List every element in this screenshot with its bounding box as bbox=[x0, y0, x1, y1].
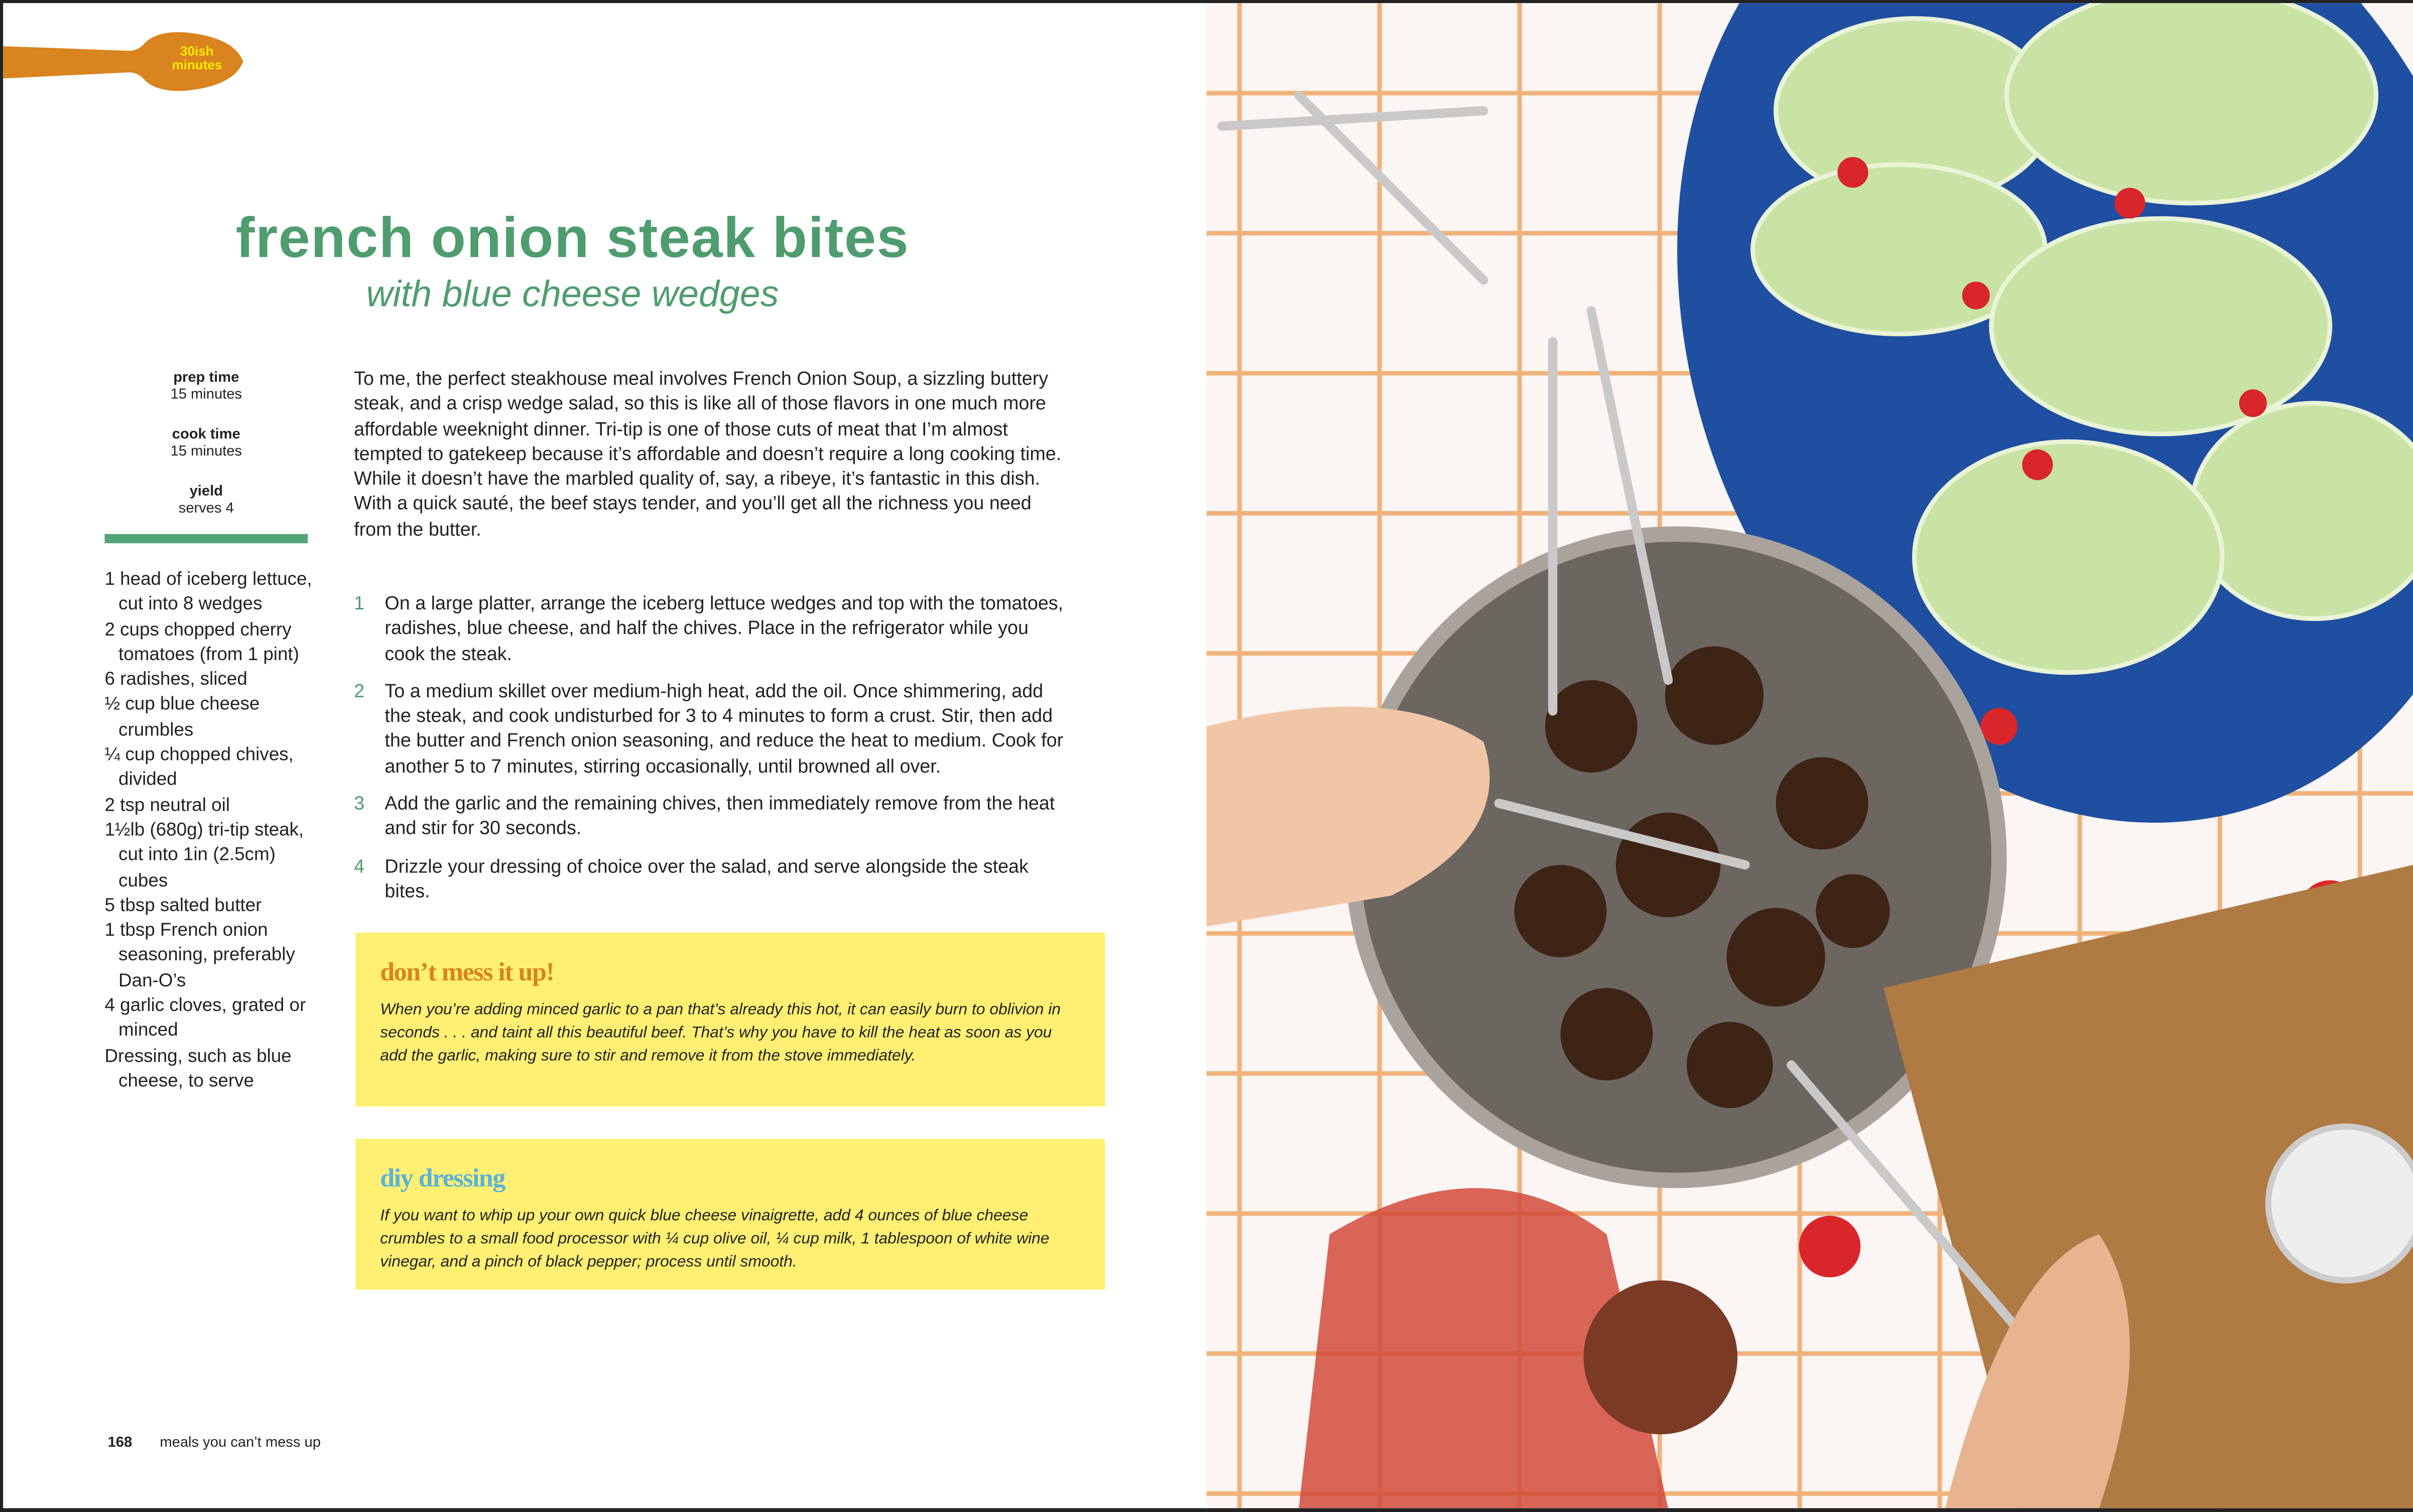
page-number: 168 bbox=[107, 1434, 133, 1451]
prep-time-label: prep time bbox=[173, 369, 239, 387]
cook-time-label: cook time bbox=[172, 426, 240, 443]
step bbox=[354, 791, 1065, 841]
recipe-subtitle: with blue cheese wedges bbox=[366, 274, 779, 316]
food-photo bbox=[1207, 3, 2413, 1508]
badge-line1: 30ish bbox=[180, 43, 214, 59]
ingredient: ¼ cup chopped chives, divided bbox=[104, 743, 294, 790]
prep-time-value: 15 minutes bbox=[170, 386, 242, 404]
step-text: On a large platter, arrange the iceberg lettuce wedges and top with the tomatoes, radishes, blue cheese, and half the chives. Place in the refrigerator while you cook the steak. bbox=[385, 592, 1064, 665]
tip-title: don’t mess it up! bbox=[380, 957, 554, 987]
page-footer bbox=[108, 1434, 321, 1451]
step-number: 3 bbox=[354, 793, 365, 814]
ingredient: 2 tsp neutral oil bbox=[104, 793, 230, 815]
ingredient: Dressing, such as blue cheese, to serve bbox=[104, 1044, 292, 1091]
steak-and-salad-photo bbox=[1207, 3, 2413, 1508]
ingredient: 6 radishes, sliced bbox=[104, 668, 247, 690]
step-number: 2 bbox=[354, 680, 365, 702]
recipe-page bbox=[3, 3, 1206, 1508]
divider-bar bbox=[104, 534, 308, 543]
ingredient: 1½lb (680g) tri-tip steak, cut into 1in (2.5cm) cubes bbox=[104, 818, 304, 891]
ingredient: 4 garlic cloves, grated or minced bbox=[104, 994, 306, 1041]
step bbox=[354, 679, 1065, 779]
cook-time-value: 15 minutes bbox=[170, 443, 242, 460]
step-text: Add the garlic and the remaining chives, then immediately remove from the heat and stir for 30 seconds. bbox=[385, 793, 1055, 839]
yield-label: yield bbox=[189, 483, 223, 500]
tip-text: When you’re adding minced garlic to a pan that’s already this hot, it can easily burn to oblivion in seconds . . . and taint all this beautiful beef. That’s why you have to kill the heat as soon as you add the garlic, making sure to stir and remove it from the stove immediately. bbox=[380, 1001, 1061, 1065]
step bbox=[354, 853, 1065, 904]
ingredient: 1 head of iceberg lettuce, cut into 8 wedges bbox=[104, 568, 312, 615]
dressing-bowl-icon bbox=[2268, 1126, 2413, 1281]
time-badge bbox=[151, 45, 243, 72]
intro-paragraph: To me, the perfect steakhouse meal involves French Onion Soup, a sizzling buttery steak, and a crisp wedge salad, so this is like all of those flavors in one much more affordable weeknight dinner. Tri-tip is one of those cuts of meat that I’m almost tempted to gatekeep because it’s affordable and doesn’t require a long cooking time. While it doesn’t have the marbled quality of, say, a ribeye, it’s fantastic in this dish. With a quick sauté, the beef stays tender, and you’ll get all the richness you need from the butter. bbox=[354, 367, 1062, 540]
ingredient: ½ cup blue cheese crumbles bbox=[104, 693, 260, 740]
yield bbox=[104, 483, 308, 517]
ingredient: 5 tbsp salted butter bbox=[104, 894, 262, 916]
ingredient: 1 tbsp French onion seasoning, preferably Dan-O’s bbox=[104, 919, 295, 991]
tip-box-diy-dressing bbox=[355, 1139, 1105, 1290]
step bbox=[354, 591, 1065, 666]
step-number: 1 bbox=[354, 592, 365, 614]
cook-time bbox=[104, 426, 308, 460]
step-text: Drizzle your dressing of choice over the salad, and serve alongside the steak bites. bbox=[385, 855, 1029, 902]
tip-title: diy dressing bbox=[380, 1163, 505, 1193]
badge-line2: minutes bbox=[172, 57, 222, 73]
step-text: To a medium skillet over medium-high heat, add the oil. Once shimmering, add the steak, and cook undisturbed for 3 to 4 minutes to form a crust. Stir, then add the butter and French onion seasoning, and reduce the heat to medium. Cook for another 5 to 7 minutes, stirring occasionally, until browned all over. bbox=[385, 680, 1064, 777]
prep-time bbox=[104, 369, 308, 403]
book-title: meals you can’t mess up bbox=[160, 1434, 321, 1451]
tip-text: If you want to whip up your own quick blue cheese vinaigrette, add 4 ounces of blue cheese crumbles to a small food processor with ¼ cup olive oil, ¼ cup milk, 1 tablespoon of white wine vinegar, and a pinch of black pepper; process until smooth. bbox=[380, 1208, 1050, 1271]
step-number: 4 bbox=[354, 855, 365, 877]
tip-box-dont-mess-it-up bbox=[355, 933, 1105, 1106]
pepper-grinder-icon bbox=[1584, 1281, 1738, 1435]
yield-value: serves 4 bbox=[178, 500, 234, 518]
recipe-title: french onion steak bites bbox=[235, 206, 910, 270]
ingredient: 2 cups chopped cherry tomatoes (from 1 pint) bbox=[104, 618, 299, 665]
method-steps bbox=[354, 591, 1065, 916]
ingredient-list bbox=[104, 566, 320, 1093]
